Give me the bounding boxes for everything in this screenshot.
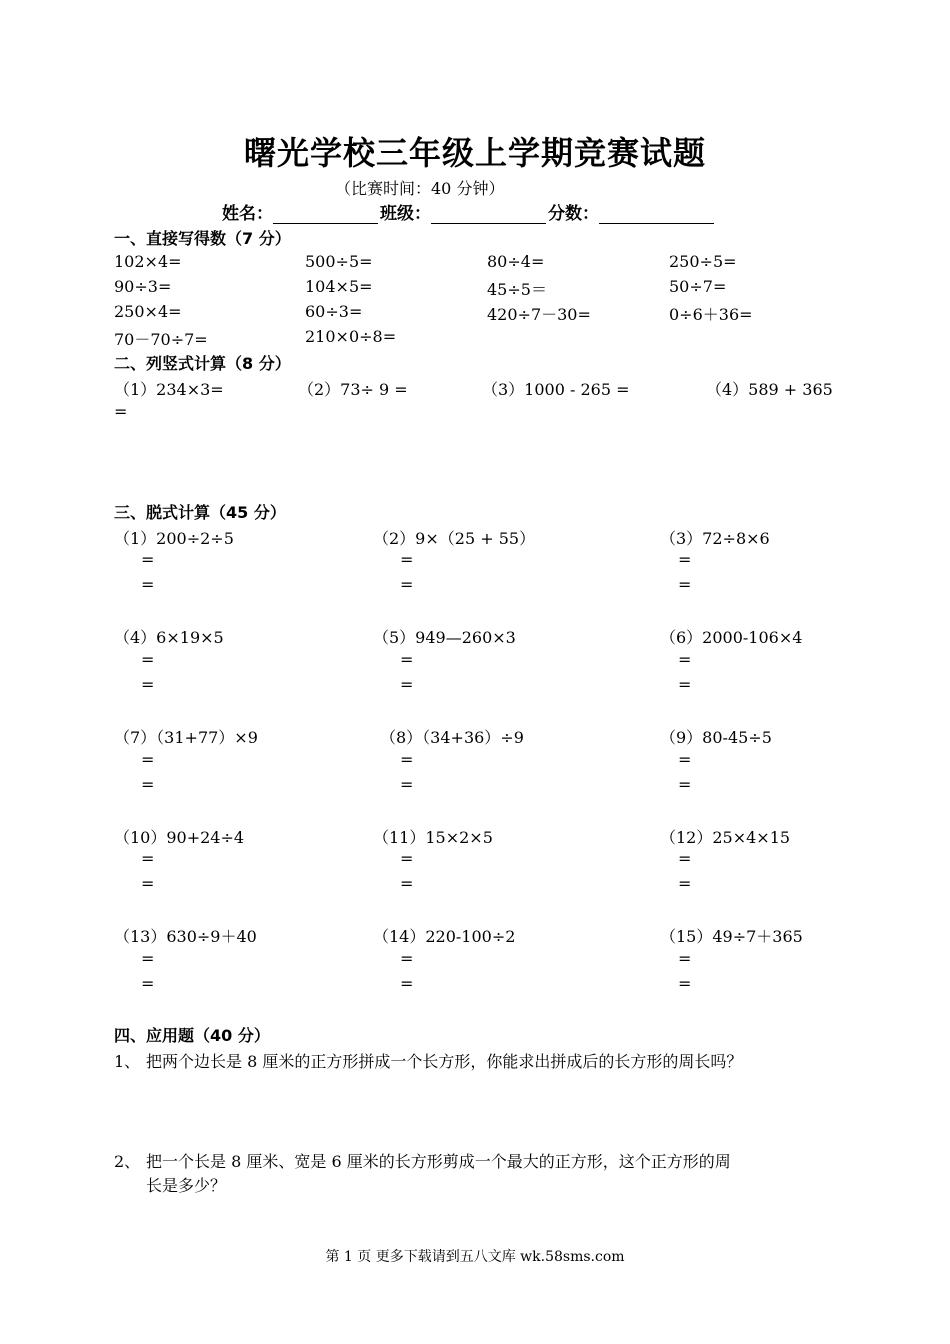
s3-equals: = [678, 974, 692, 993]
s2-item: （3）1000 - 265 = [482, 380, 630, 399]
s1-item: 102×4= [114, 252, 182, 271]
s3-equals: = [400, 550, 414, 569]
s3-equals: = [141, 650, 155, 669]
s1-item: 70－70÷7= [114, 330, 208, 349]
s3-equals: = [141, 849, 155, 868]
s3-equals: = [678, 775, 692, 794]
s3-equals: = [400, 575, 414, 594]
s2-item: （2）73÷ 9 = [298, 380, 408, 399]
s3-problem: （10）90+24÷4 [114, 828, 245, 847]
s3-equals: = [141, 874, 155, 893]
s3-problem: （11）15×2×5 [373, 828, 493, 847]
s3-equals: = [400, 775, 414, 794]
s3-equals: = [400, 874, 414, 893]
s3-problem: （1）200÷2÷5 [114, 529, 234, 548]
s3-equals: = [141, 974, 155, 993]
name-label: 姓名： [222, 204, 273, 224]
s3-equals: = [678, 650, 692, 669]
s3-equals: = [678, 575, 692, 594]
s1-item: 90÷3= [114, 277, 172, 296]
s1-item: 50÷7= [669, 277, 727, 296]
s1-item: 420÷7－30= [487, 305, 591, 324]
s3-problem: （7）（31+77）×9 [114, 728, 258, 747]
s3-equals: = [400, 849, 414, 868]
question-text: 把一个长是 8 厘米、宽是 6 厘米的长方形剪成一个最大的正方形，这个正方形的周 [146, 1152, 731, 1171]
question-text: 把两个边长是 8 厘米的正方形拼成一个长方形，你能求出拼成后的长方形的周长吗？ [146, 1052, 743, 1071]
s1-item: 250÷5= [669, 252, 737, 271]
s3-equals: = [678, 675, 692, 694]
exam-duration: （比赛时间：40 分钟） [335, 179, 505, 198]
s1-item: 500÷5= [305, 252, 373, 271]
question-number: 2、 [114, 1152, 141, 1171]
s3-equals: = [141, 575, 155, 594]
s3-equals: = [400, 949, 414, 968]
s1-item: 104×5= [305, 277, 373, 296]
s2-wrap-equals: = [114, 402, 128, 421]
score-label: 分数： [548, 204, 599, 224]
s1-item: 250×4= [114, 302, 182, 321]
s3-problem: （15）49÷7＋365 [660, 927, 803, 946]
s1-item: 210×0÷8= [305, 327, 397, 346]
name-blank[interactable] [273, 205, 378, 224]
s3-equals: = [678, 874, 692, 893]
section3-heading: 三、脱式计算（45 分） [114, 503, 286, 522]
s3-problem: （6）2000-106×4 [660, 628, 803, 647]
score-blank[interactable] [599, 205, 714, 224]
question-number: 1、 [114, 1052, 141, 1071]
page-footer: 第 1 页 更多下载请到五八文库 wk.58sms.com [325, 1249, 625, 1265]
class-label: 班级： [380, 204, 431, 224]
s3-problem: （14）220-100÷2 [373, 927, 516, 946]
page-title: 曙光学校三年级上学期竞赛试题 [243, 134, 706, 172]
s3-problem: （8）（34+36）÷9 [380, 728, 524, 747]
s3-equals: = [141, 750, 155, 769]
s3-equals: = [141, 775, 155, 794]
s3-problem: （4）6×19×5 [114, 628, 224, 647]
s1-item: 80÷4= [487, 252, 545, 271]
s2-item: （4）589 + 365 [706, 380, 833, 399]
s3-problem: （2）9×（25 + 55） [373, 529, 536, 548]
s3-problem: （13）630÷9＋40 [114, 927, 257, 946]
s3-problem: （3）72÷8×6 [660, 529, 770, 548]
s3-equals: = [141, 675, 155, 694]
s2-item: （1）234×3= [114, 380, 224, 399]
s1-item: 60÷3= [305, 302, 363, 321]
s3-equals: = [678, 949, 692, 968]
s3-equals: = [678, 750, 692, 769]
s3-equals: = [400, 675, 414, 694]
s3-equals: = [141, 550, 155, 569]
s3-problem: （12）25×4×15 [660, 828, 791, 847]
s3-equals: = [400, 650, 414, 669]
s3-equals: = [141, 949, 155, 968]
s1-item: 45÷5＝ [487, 280, 547, 299]
student-info-line [222, 199, 716, 224]
s3-equals: = [678, 849, 692, 868]
s3-problem: （5）949—260×3 [373, 628, 516, 647]
s3-problem: （9）80-45÷5 [660, 728, 772, 747]
section1-heading: 一、直接写得数（7 分） [114, 229, 291, 248]
s3-equals: = [678, 550, 692, 569]
question-text: 长是多少？ [146, 1176, 227, 1195]
section2-heading: 二、列竖式计算（8 分） [114, 354, 291, 373]
class-blank[interactable] [431, 205, 546, 224]
s1-item: 0÷6＋36= [669, 305, 753, 324]
section4-heading: 四、应用题（40 分） [114, 1026, 270, 1045]
s3-equals: = [400, 750, 414, 769]
s3-equals: = [400, 974, 414, 993]
